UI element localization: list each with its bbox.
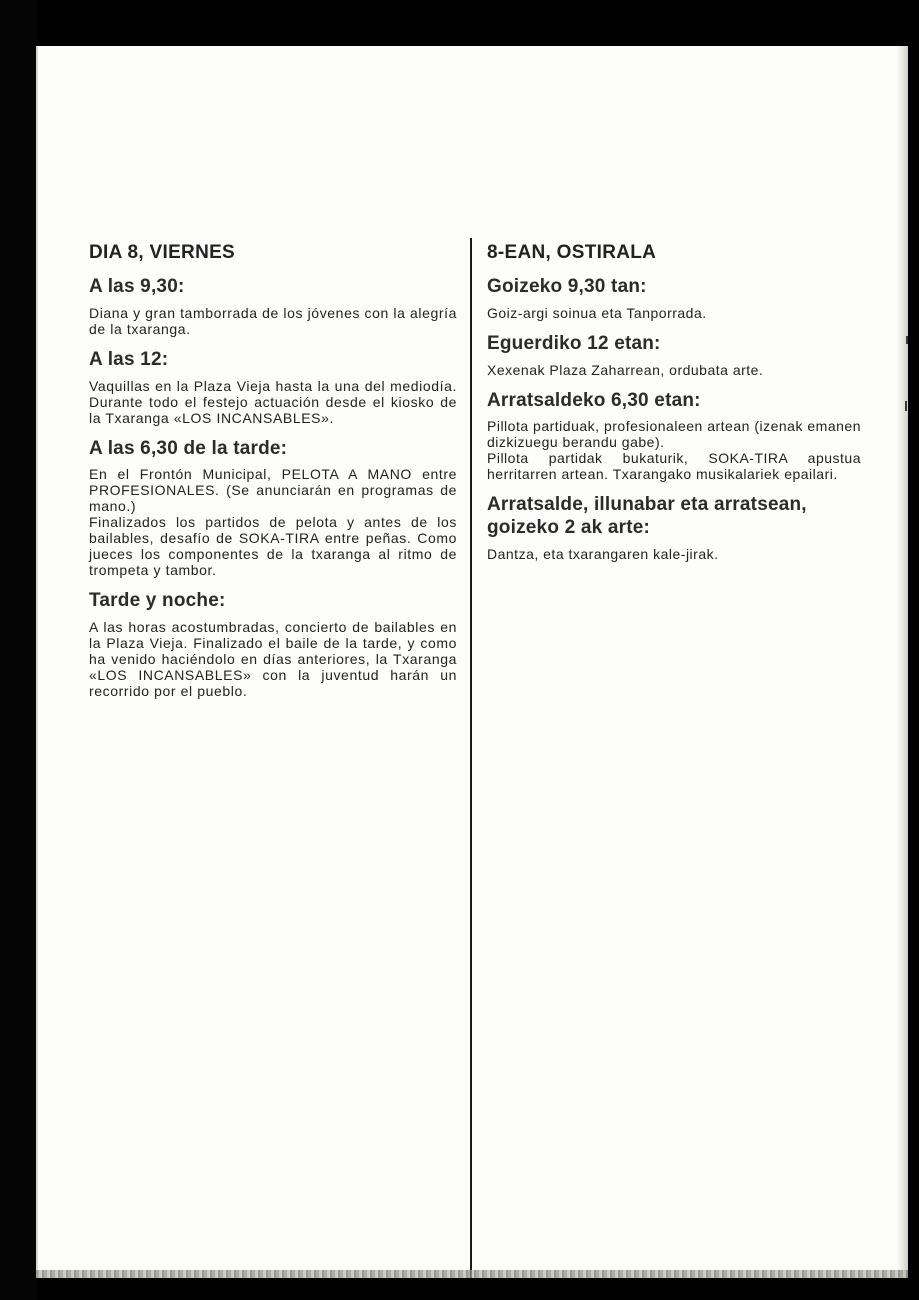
section-heading: A las 6,30 de la tarde:: [89, 437, 288, 459]
scan-border-top: [0, 0, 919, 46]
section-heading: Arratsalde, illunabar eta arratsean, goizeko 2 ak arte:: [487, 494, 807, 539]
section-paragraph: Pillota partidak bukaturik, SOKA-TIRA apustua herritarren artean. Txarangako musikalariek epailari.: [487, 450, 861, 483]
column-divider: [470, 238, 472, 1278]
left-column: [89, 242, 457, 711]
section-paragraph: Pillota partiduak, profesionaleen artean (izenak emanen dizkizuegu berandu gabe).: [487, 418, 861, 451]
scan-bottom-edge: [36, 1270, 908, 1278]
day-title-es: DIA 8, VIERNES: [89, 242, 236, 263]
section-paragraph: A las horas acostumbradas, concierto de bailables en la Plaza Vieja. Finalizado el baile de la tarde, y como ha venido haciéndolo en días anteriores, la Txaranga «LOS INCANSABLES» con la juventud harán un recorrido por el pueblo.: [89, 619, 457, 700]
section-heading: Arratsaldeko 6,30 etan:: [487, 389, 701, 411]
section-paragraph: Diana y gran tamborrada de los jóvenes con la alegría de la txaranga.: [89, 304, 457, 337]
scan-speck: [906, 336, 908, 344]
scan-border-left: [0, 0, 38, 1300]
right-column: [487, 242, 861, 574]
section-es-1: [89, 276, 457, 337]
section-eu-2: [487, 333, 861, 378]
section-eu-1: [487, 276, 861, 321]
section-heading: Tarde y noche:: [89, 590, 226, 612]
section-heading: A las 9,30:: [89, 276, 185, 297]
section-paragraph: Goiz-argi soinua eta Tanporrada.: [487, 304, 707, 321]
scan-speck: [905, 401, 907, 411]
section-heading: Goizeko 9,30 tan:: [487, 276, 647, 297]
section-eu-3: [487, 390, 861, 483]
section-paragraph: Xexenak Plaza Zaharrean, ordubata arte.: [487, 361, 764, 378]
section-heading: A las 12:: [89, 348, 169, 370]
section-es-2: [89, 349, 457, 426]
section-paragraph: Finalizados los partidos de pelota y antes de los bailables, desafío de SOKA-TIRA entre peñas. Como jueces los componentes de la txaranga al ritmo de trompeta y tambor.: [89, 514, 457, 579]
section-eu-4: [487, 494, 861, 562]
section-paragraph: Dantza, eta txarangaren kale-jirak.: [487, 545, 719, 562]
section-paragraph: Vaquillas en la Plaza Vieja hasta la una del mediodía. Durante todo el festejo actuación desde el kiosko de la Txaranga «LOS INCANSABLES».: [89, 377, 457, 426]
day-title-eu: 8-EAN, OSTIRALA: [487, 242, 657, 263]
section-es-3: [89, 438, 457, 579]
section-es-4: [89, 590, 457, 699]
section-paragraph: En el Frontón Municipal, PELOTA A MANO entre PROFESIONALES. (Se anunciarán en programas de mano.): [89, 466, 457, 515]
page-edge-shadow: [896, 46, 908, 1278]
section-heading: Eguerdiko 12 etan:: [487, 332, 661, 354]
document-page: [36, 46, 908, 1278]
